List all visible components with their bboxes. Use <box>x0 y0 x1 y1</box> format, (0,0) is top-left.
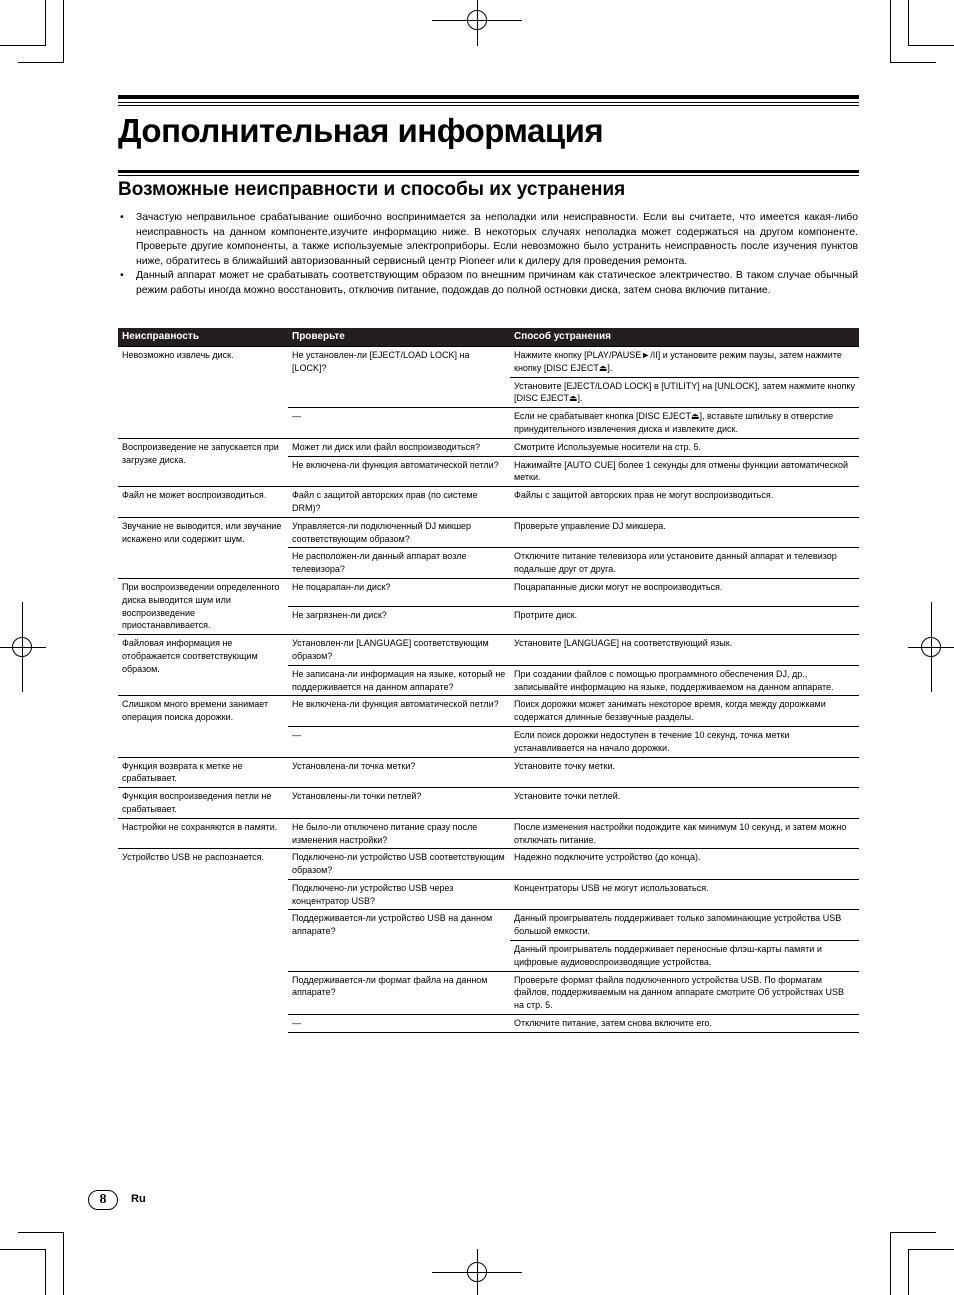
section-rule <box>118 175 859 176</box>
crop-mark <box>0 45 46 46</box>
crop-mark <box>890 1232 936 1233</box>
fix-cell: Если не срабатывает кнопка [DISC EJECT⏏], вставьте шпильку в отверстие принудительного извлечения диска и извлеките диск. <box>510 408 859 439</box>
table-row <box>118 635 859 666</box>
table-row <box>118 818 859 849</box>
fix-cell: Файлы с защитой авторских прав не могут воспроизводиться. <box>510 487 859 518</box>
problem-cell: Устройство USB не распознается. <box>118 849 288 1033</box>
table-header-row <box>118 328 859 347</box>
fix-cell: Установите точки петлей. <box>510 788 859 819</box>
fix-cell: Нажимайте [AUTO CUE] более 1 секунды для отмены функции автоматической метки. <box>510 456 859 487</box>
crop-mark <box>45 0 46 46</box>
table-row <box>118 517 859 548</box>
check-cell: — <box>288 1015 510 1033</box>
fix-cell: Данный проигрыватель поддерживает только запоминающие устройства USB большой емкости. <box>510 910 859 941</box>
problem-cell: Воспроизведение не запускается при загрузке диска. <box>118 438 288 486</box>
fix-cell: Проверьте формат файла подключенного устройства USB. По форматам файлов, поддерживаемым на данном аппарате смотрите Об устройствах USB на стр. 5. <box>510 971 859 1014</box>
crop-mark <box>908 1249 954 1250</box>
fix-cell: Данный проигрыватель поддерживает переносные флэш-карты памяти и цифровые аудиовоспроизводящие устройства. <box>510 941 859 972</box>
check-cell: Не включена-ли функция автоматической петли? <box>288 456 510 487</box>
crop-mark <box>18 1232 64 1233</box>
registration-circle <box>921 637 941 657</box>
registration-circle <box>12 637 32 657</box>
problem-cell: Функция воспроизведения петли не срабатывает. <box>118 788 288 819</box>
bullet-item: • Зачастую неправильное срабатывание ошибочно воспринимается за неполадки или неисправности. Если вы считаете, что имеется какая-либо неисправность на данном компоненте,изучите информацию ниже. В некоторых случаях неполадка может содержаться на другом компоненте. Проверьте другие компоненты, а также используемые электроприборы. Если невозможно было устранить неисправность после изучения пунктов ниже, обратитесь в ближайший авторизованный сервисный центр Pioneer или к дилеру для проведения ремонта. <box>118 211 858 269</box>
fix-cell: Концентраторы USB не могут использоваться. <box>510 879 859 910</box>
table-row <box>118 487 859 518</box>
check-cell: Установлен-ли [LANGUAGE] соответствующим образом? <box>288 635 510 666</box>
column-header-problem: Неисправность <box>118 328 288 347</box>
problem-cell: Звучание не выводится, или звучание искажено или содержит шум. <box>118 517 288 578</box>
crop-mark <box>908 45 954 46</box>
problem-cell: Функция возврата к метке не срабатывает. <box>118 757 288 788</box>
problem-cell: Невозможно извлечь диск. <box>118 347 288 439</box>
fix-cell: Нажмите кнопку [PLAY/PAUSE►/II] и установите режим паузы, затем нажмите кнопку [DISC EJECT⏏]. <box>510 347 859 378</box>
problem-cell: Настройки не сохраняются в памяти. <box>118 818 288 849</box>
troubleshooting-table <box>118 328 859 1033</box>
check-cell: Не включена-ли функция автоматической петли? <box>288 696 510 727</box>
crop-mark <box>890 0 891 62</box>
crop-mark <box>908 0 909 46</box>
column-header-fix: Способ устранения <box>510 328 859 347</box>
fix-cell: Отключите питание, затем снова включите его. <box>510 1015 859 1033</box>
problem-cell: Файловая информация не отображается соответствующим образом. <box>118 635 288 696</box>
page-title: Дополнительная информация <box>118 112 604 149</box>
fix-cell: Надежно подключите устройство (до конца). <box>510 849 859 880</box>
check-cell: Может ли диск или файл воспроизводиться? <box>288 438 510 456</box>
crop-mark <box>63 0 64 62</box>
table-row <box>118 849 859 880</box>
check-cell: Не загрязнен-ли диск? <box>288 607 510 635</box>
table-row <box>118 438 859 456</box>
problem-cell: Слишком много времени занимает операция поиска дорожки. <box>118 696 288 757</box>
check-cell: — <box>288 726 510 757</box>
crop-mark <box>18 62 64 63</box>
header-rule <box>118 102 859 103</box>
crop-mark <box>0 1249 46 1250</box>
fix-cell: Поиск дорожки может занимать некоторое время, когда между дорожками содержатся длинные беззвучные разделы. <box>510 696 859 727</box>
registration-circle <box>467 10 487 30</box>
table-row <box>118 788 859 819</box>
header-rule <box>118 105 859 106</box>
section-title: Возможные неисправности и способы их устранения <box>118 179 626 200</box>
crop-mark <box>890 62 936 63</box>
problem-cell: При воспроизведении определенного диска выводится шум или воспроизведение приостанавливается. <box>118 578 288 634</box>
table-row <box>118 696 859 727</box>
fix-cell: После изменения настройки подождите как минимум 10 секунд, и затем можно отключать питание. <box>510 818 859 849</box>
check-cell: Не было-ли отключено питание сразу после изменения настройки? <box>288 818 510 849</box>
check-cell: Подключено-ли устройство USB через концентратор USB? <box>288 879 510 910</box>
table-row <box>118 578 859 606</box>
fix-cell: Установите [LANGUAGE] на соответствующий язык. <box>510 635 859 666</box>
fix-cell: Если поиск дорожки недоступен в течение 10 секунд, точка метки устанавливается на начало дорожки. <box>510 726 859 757</box>
section-rule <box>118 170 859 173</box>
table-row <box>118 757 859 788</box>
crop-mark <box>890 1232 891 1295</box>
page-number: 8 <box>88 1190 118 1210</box>
fix-cell: Отключите питание телевизора или установите данный аппарат и телевизор подальше друг от друга. <box>510 548 859 579</box>
check-cell: Не установлен-ли [EJECT/LOAD LOCK] на [LOCK]? <box>288 347 510 408</box>
fix-cell: Установите точку метки. <box>510 757 859 788</box>
check-cell: Установлены-ли точки петлей? <box>288 788 510 819</box>
problem-cell: Файл не может воспроизводиться. <box>118 487 288 518</box>
registration-circle <box>467 1262 487 1282</box>
check-cell: Управляется-ли подключенный DJ микшер соответствующим образом? <box>288 517 510 548</box>
check-cell: Файл с защитой авторских прав (по системе DRM)? <box>288 487 510 518</box>
bullet-list <box>118 211 858 299</box>
check-cell: Поддерживается-ли формат файла на данном аппарате? <box>288 971 510 1014</box>
fix-cell: Проверьте управление DJ микшера. <box>510 517 859 548</box>
crop-mark <box>908 1249 909 1295</box>
header-rule <box>118 95 859 99</box>
fix-cell: Установите [EJECT/LOAD LOCK] в [UTILITY] на [UNLOCK], затем нажмите кнопку [DISC EJECT⏏]. <box>510 377 859 408</box>
language-code: Ru <box>131 1193 146 1205</box>
column-header-check: Проверьте <box>288 328 510 347</box>
fix-cell: Поцарапанные диски могут не воспроизводиться. <box>510 578 859 606</box>
table-row <box>118 347 859 378</box>
check-cell: — <box>288 408 510 439</box>
crop-mark <box>63 1232 64 1295</box>
check-cell: Поддерживается-ли устройство USB на данном аппарате? <box>288 910 510 971</box>
check-cell: Установлена-ли точка метки? <box>288 757 510 788</box>
crop-mark <box>45 1249 46 1295</box>
bullet-item: • Данный аппарат может не срабатывать соответствующим образом по внешним причинам как статическое электричество. В таком случае обычный режим работы иногда можно восстановить, отключив питание, подождав до полной остновки диска, затем снова включив питание. <box>118 269 858 298</box>
check-cell: Не расположен-ли данный аппарат возле телевизора? <box>288 548 510 579</box>
fix-cell: При создании файлов с помощью программного обеспечения DJ, др., записывайте информацию на языке, поддерживаемом на данном аппарате. <box>510 665 859 696</box>
check-cell: Подключено-ли устройство USB соответствующим образом? <box>288 849 510 880</box>
fix-cell: Протрите диск. <box>510 607 859 635</box>
check-cell: Не поцарапан-ли диск? <box>288 578 510 606</box>
check-cell: Не записана-ли информация на языке, который не поддерживается на данном аппарате? <box>288 665 510 696</box>
fix-cell: Смотрите Используемые носители на стр. 5. <box>510 438 859 456</box>
